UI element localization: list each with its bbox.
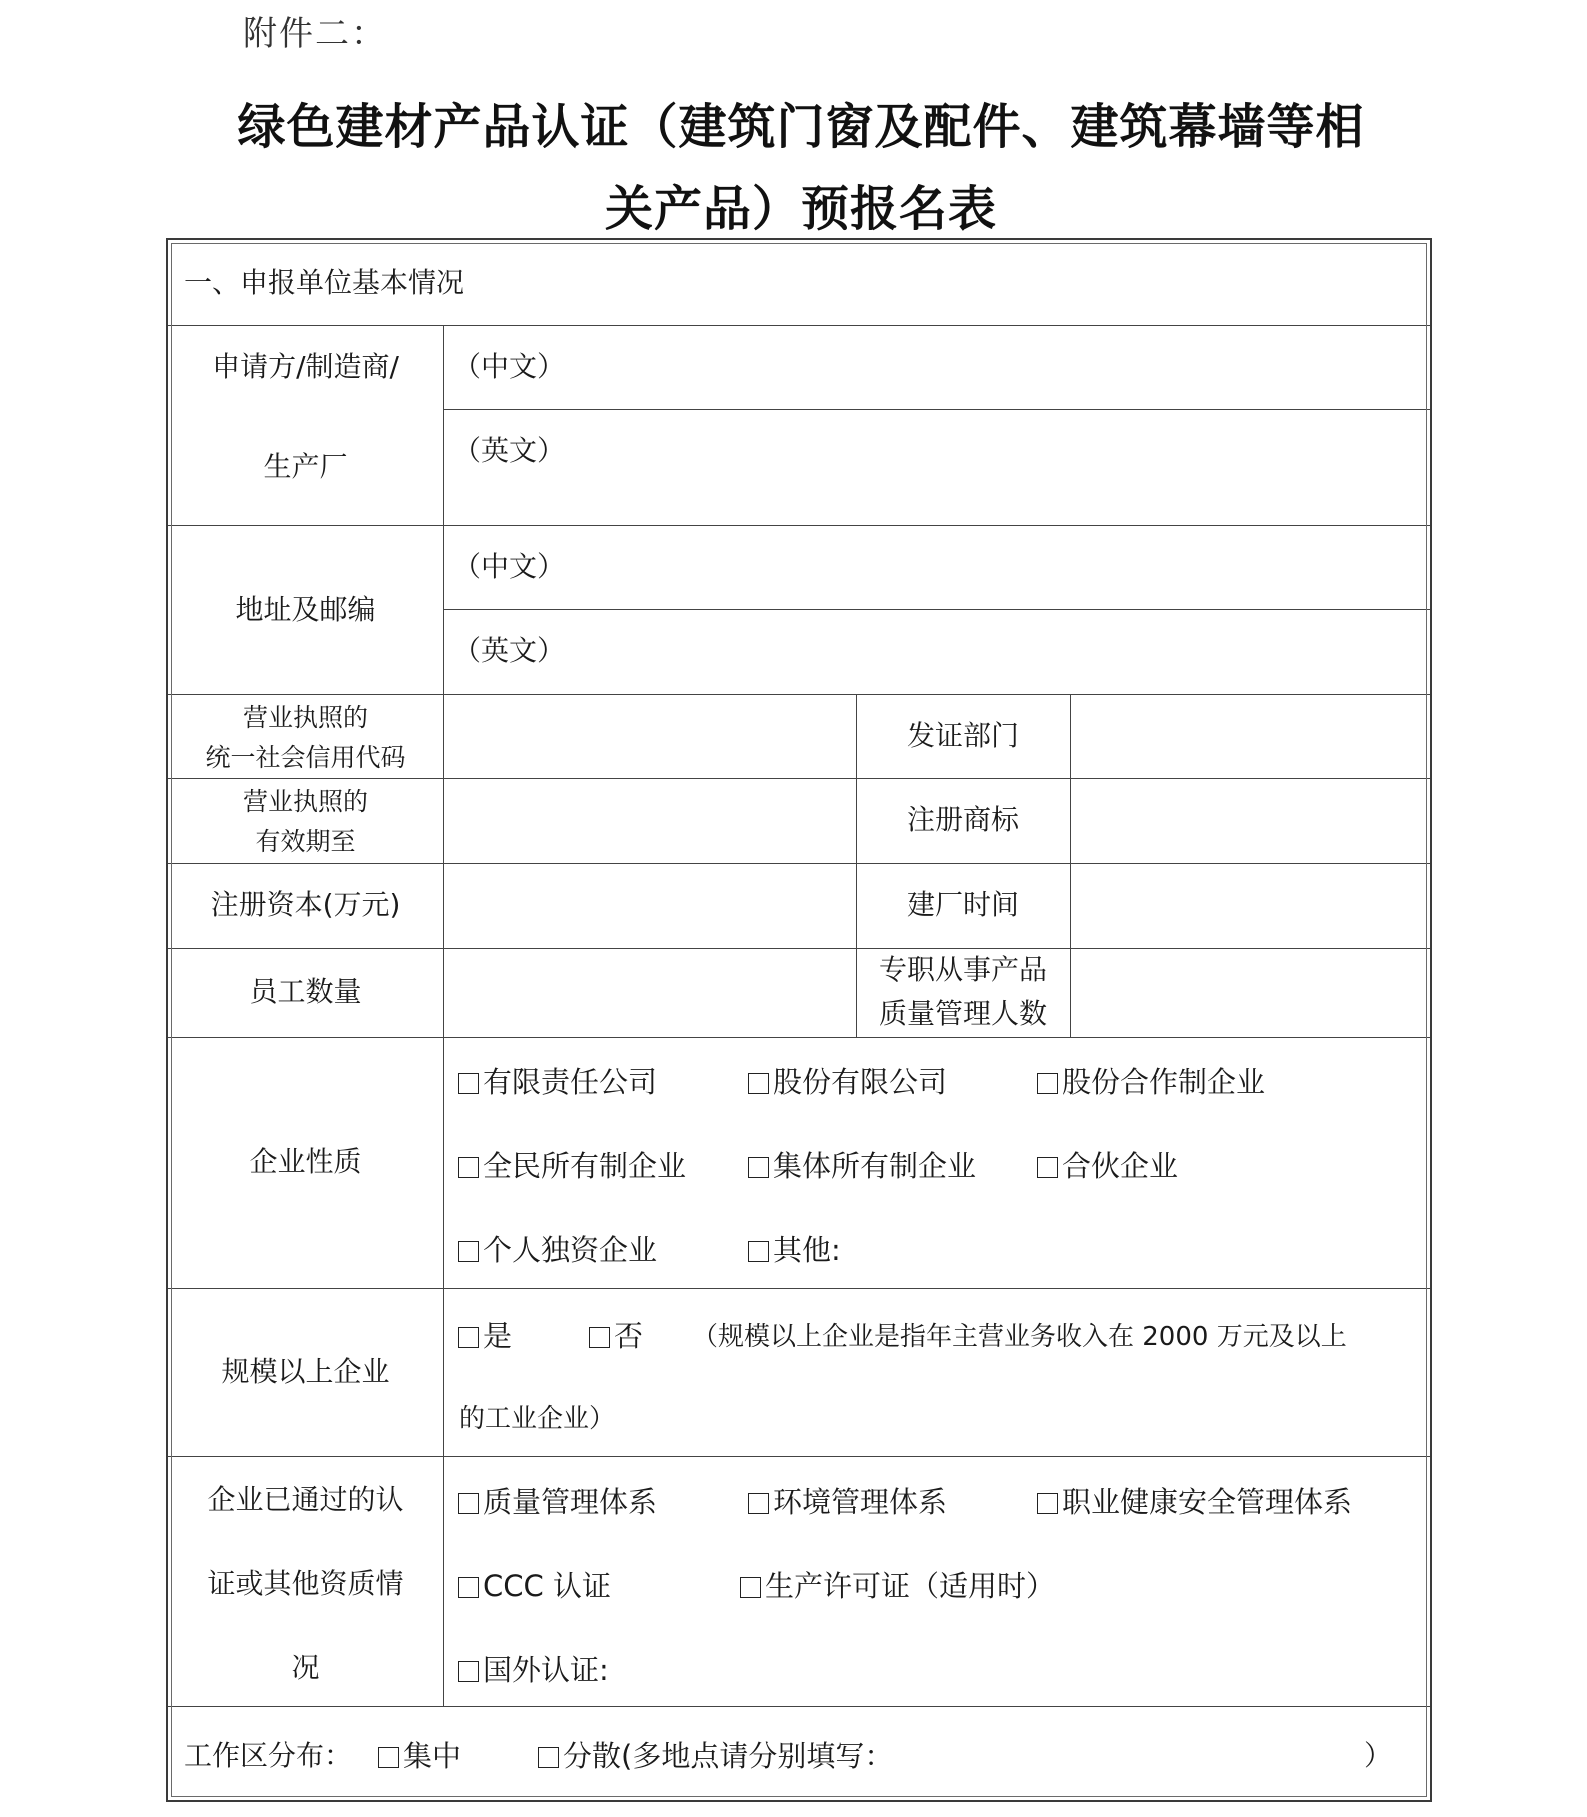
issuer-label: 发证部门 [906,719,1019,752]
scale-option-yes[interactable]: 是 [458,1322,512,1351]
nature-option-stock-cooperative[interactable]: 股份合作制企业 [1037,1068,1265,1097]
work-area-option-centralized[interactable]: 集中 [378,1742,461,1771]
license-code-label-line1: 营业执照的 [242,703,368,732]
applicant-label-line2: 生产厂 [263,450,348,483]
qm-staff-field[interactable] [1076,954,1426,1030]
nature-option-other[interactable]: 其他: [748,1236,841,1265]
checkbox[interactable] [458,1157,479,1178]
checkbox[interactable] [458,1073,479,1094]
row-divider [168,694,1430,695]
column-divider [443,325,444,1706]
row-divider [168,1037,1430,1038]
application-form-table [166,238,1432,1802]
work-area-close-paren: ） [1364,1739,1393,1772]
applicant-label-line1: 申请方/制造商/ [212,350,399,383]
row-divider [168,778,1430,779]
qm-staff-label-line2: 质量管理人数 [878,997,1047,1030]
license-code-field[interactable] [448,700,848,770]
column-divider [1070,694,1071,1037]
row-divider [443,409,1430,410]
form-title-line1: 绿色建材产品认证（建筑门窗及配件、建筑幕墙等相 [237,99,1365,155]
checkbox[interactable] [740,1577,761,1598]
scale-label: 规模以上企业 [221,1355,390,1388]
attachment-label: 附件二： [243,14,387,54]
certifications-label-line2: 证或其他资质情 [207,1567,404,1600]
checkbox[interactable] [748,1493,769,1514]
checkbox[interactable] [1037,1493,1058,1514]
certifications-label-line3: 况 [291,1651,320,1684]
scale-option-no[interactable]: 否 [589,1322,643,1351]
row-divider [168,1288,1430,1289]
license-valid-label-line1: 营业执照的 [242,787,368,816]
issuer-field[interactable] [1076,700,1426,770]
row-divider [168,1456,1430,1457]
row-divider [168,1706,1430,1707]
address-label: 地址及邮编 [235,593,376,626]
trademark-field[interactable] [1076,784,1426,854]
capital-field[interactable] [448,869,848,939]
checkbox[interactable] [748,1241,769,1262]
work-area-option-dispersed[interactable]: 分散(多地点请分别填写： [538,1742,893,1771]
row-divider [168,325,1430,326]
license-valid-label-line2: 有效期至 [255,827,356,856]
nature-option-limited-liability[interactable]: 有限责任公司 [458,1068,657,1097]
checkbox[interactable] [589,1327,610,1348]
checkbox[interactable] [458,1577,479,1598]
founded-label: 建厂时间 [906,888,1019,921]
checkbox[interactable] [458,1241,479,1262]
row-divider [443,609,1430,610]
nature-option-joint-stock[interactable]: 股份有限公司 [748,1068,947,1097]
row-divider [168,863,1430,864]
capital-label: 注册资本(万元) [210,888,401,921]
work-area-label: 工作区分布： [184,1739,353,1772]
section-heading: 一、申报单位基本情况 [184,266,465,299]
checkbox[interactable] [458,1661,479,1682]
scale-note-line2: 的工业企业） [459,1404,616,1434]
checkbox[interactable] [458,1327,479,1348]
checkbox[interactable] [748,1073,769,1094]
checkbox[interactable] [748,1157,769,1178]
certifications-label-line1: 企业已通过的认 [207,1483,404,1516]
cert-option-quality[interactable]: 质量管理体系 [458,1488,657,1517]
row-divider [168,948,1430,949]
employees-label: 员工数量 [249,975,362,1008]
nature-option-partnership[interactable]: 合伙企业 [1037,1152,1178,1181]
checkbox[interactable] [538,1747,559,1768]
nature-option-collective[interactable]: 集体所有制企业 [748,1152,976,1181]
qm-staff-label-line1: 专职从事产品 [878,953,1047,986]
checkbox[interactable] [1037,1157,1058,1178]
applicant-name-cn-field[interactable]: （中文） [453,350,566,383]
nature-option-sole-proprietorship[interactable]: 个人独资企业 [458,1236,657,1265]
cert-option-foreign[interactable]: 国外认证: [458,1656,609,1685]
enterprise-nature-label: 企业性质 [249,1145,362,1178]
cert-option-environment[interactable]: 环境管理体系 [748,1488,947,1517]
cert-option-production-license[interactable]: 生产许可证（适用时） [740,1572,1055,1601]
address-cn-field[interactable]: （中文） [453,550,566,583]
employees-field[interactable] [448,954,848,1030]
nature-option-state-owned[interactable]: 全民所有制企业 [458,1152,686,1181]
applicant-name-en-field[interactable]: （英文） [453,434,566,467]
checkbox[interactable] [1037,1073,1058,1094]
cert-option-ccc[interactable]: CCC 认证 [458,1572,611,1601]
founded-field[interactable] [1076,869,1426,939]
scale-note-line1: （规模以上企业是指年主营业务收入在 2000 万元及以上 [692,1322,1347,1352]
license-valid-field[interactable] [448,784,848,854]
cert-option-ohs[interactable]: 职业健康安全管理体系 [1037,1488,1352,1517]
form-title-line2: 关产品）预报名表 [604,181,997,237]
checkbox[interactable] [458,1493,479,1514]
address-en-field[interactable]: （英文） [453,634,566,667]
checkbox[interactable] [378,1747,399,1768]
license-code-label-line2: 统一社会信用代码 [205,743,406,772]
trademark-label: 注册商标 [906,803,1019,836]
row-divider [168,525,1430,526]
